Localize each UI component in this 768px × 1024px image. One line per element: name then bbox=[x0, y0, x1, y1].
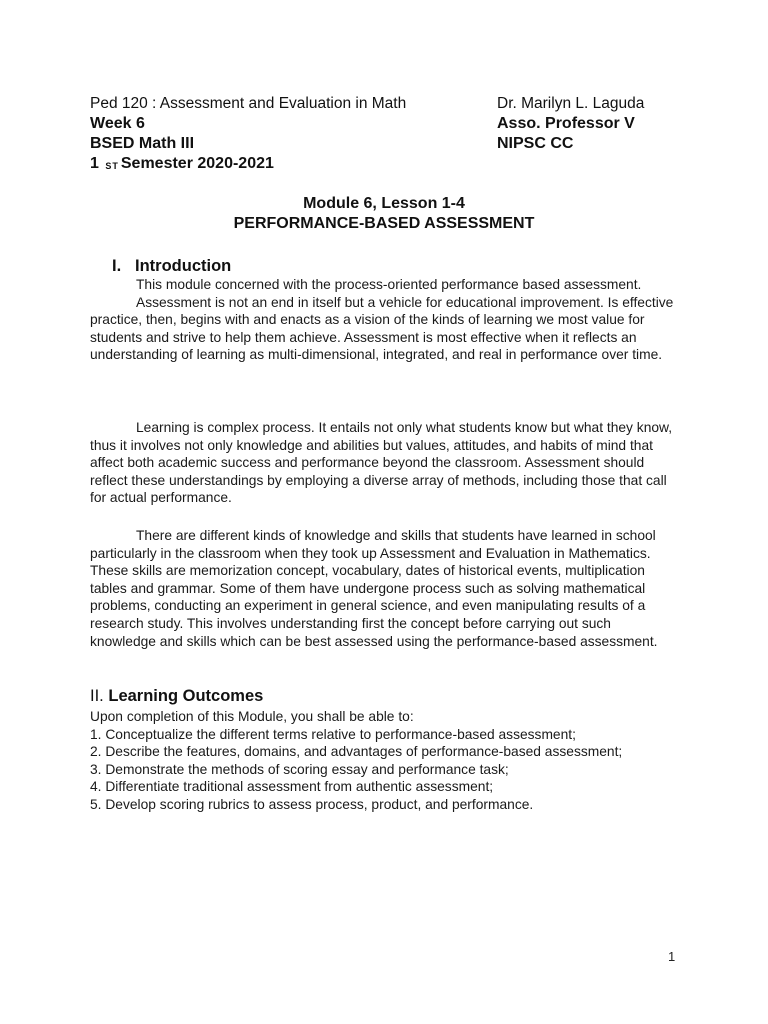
introduction-paragraph-group-2 bbox=[90, 419, 680, 507]
header-left-block bbox=[90, 94, 490, 176]
learning-outcomes-intro: Upon completion of this Module, you shall be able to: bbox=[90, 709, 414, 724]
list-item: 1. Conceptualize the different terms relative to performance-based assessment; bbox=[90, 726, 576, 742]
introduction-paragraph: Learning is complex process. It entails not only what students know but what they know, thus it involves not only knowledge and abilities but values, attitudes, and habits of mind that affect both academic success and performance beyond the classroom. Assessment should reflect these understandings by employing a diverse array of methods, including those that call for actual performance. bbox=[90, 420, 673, 506]
page-number: 1 bbox=[668, 949, 676, 964]
introduction-number: I. bbox=[112, 257, 122, 275]
institution-name: NIPSC CC bbox=[497, 135, 574, 152]
learning-outcomes-number: II. bbox=[90, 687, 104, 705]
introduction-title: Introduction bbox=[135, 257, 232, 275]
learning-outcomes-title: Learning Outcomes bbox=[108, 687, 264, 705]
list-item: 3. Demonstrate the methods of scoring essay and performance task; bbox=[90, 761, 509, 777]
semester-label bbox=[90, 154, 490, 176]
module-topic: PERFORMANCE-BASED ASSESSMENT bbox=[233, 215, 535, 232]
header-right-block bbox=[497, 94, 747, 154]
learning-outcomes-heading bbox=[90, 686, 263, 706]
list-item: 5. Develop scoring rubrics to assess process, product, and performance. bbox=[90, 796, 534, 812]
instructor-name: Dr. Marilyn L. Laguda bbox=[497, 95, 645, 112]
list-item: 2. Describe the features, domains, and advantages of performance-based assessment; bbox=[90, 744, 623, 760]
module-title-block bbox=[0, 194, 768, 234]
instructor-position: Asso. Professor V bbox=[497, 115, 635, 132]
list-item: 4. Differentiate traditional assessment from authentic assessment; bbox=[90, 779, 494, 795]
learning-outcomes-list bbox=[90, 708, 680, 814]
introduction-heading bbox=[112, 256, 231, 276]
semester-ordinal-suffix: ST bbox=[105, 161, 119, 171]
module-title: Module 6, Lesson 1-4 bbox=[303, 195, 465, 212]
program-label: BSED Math III bbox=[90, 135, 195, 152]
course-title: Ped 120 : Assessment and Evaluation in Math bbox=[90, 95, 407, 112]
semester-number: 1 bbox=[90, 155, 99, 172]
introduction-paragraph: This module concerned with the process-oriented performance based assessment. bbox=[136, 277, 642, 292]
introduction-paragraph: There are different kinds of knowledge and skills that students have learned in school particularly in the classroom when they took up Assessment and Evaluation in Mathematics. These skills are memorization concept, vocabulary, dates of historical events, multiplication tables and grammar. Some of them have undergone process such as solving mathematical problems, conducting an experiment in general science, and even manipulating results of a research study. This involves understanding first the concept before carrying out such knowledge and skills which can be best assessed using the performance-based assessment. bbox=[90, 528, 658, 649]
semester-text: Semester 2020-2021 bbox=[120, 155, 274, 172]
introduction-paragraph: Assessment is not an end in itself but a vehicle for educational improvement. Is effective practice, then, begins with and enacts as a vision of the kinds of learning we most value for students and strive to help them achieve. Assessment is most effective when it reflects an understanding of learning as multi-dimensional, integrated, and real in performance over time. bbox=[90, 294, 674, 363]
week-label: Week 6 bbox=[90, 115, 145, 132]
introduction-paragraph-group-1 bbox=[90, 276, 680, 364]
introduction-paragraph-group-3 bbox=[90, 527, 680, 650]
